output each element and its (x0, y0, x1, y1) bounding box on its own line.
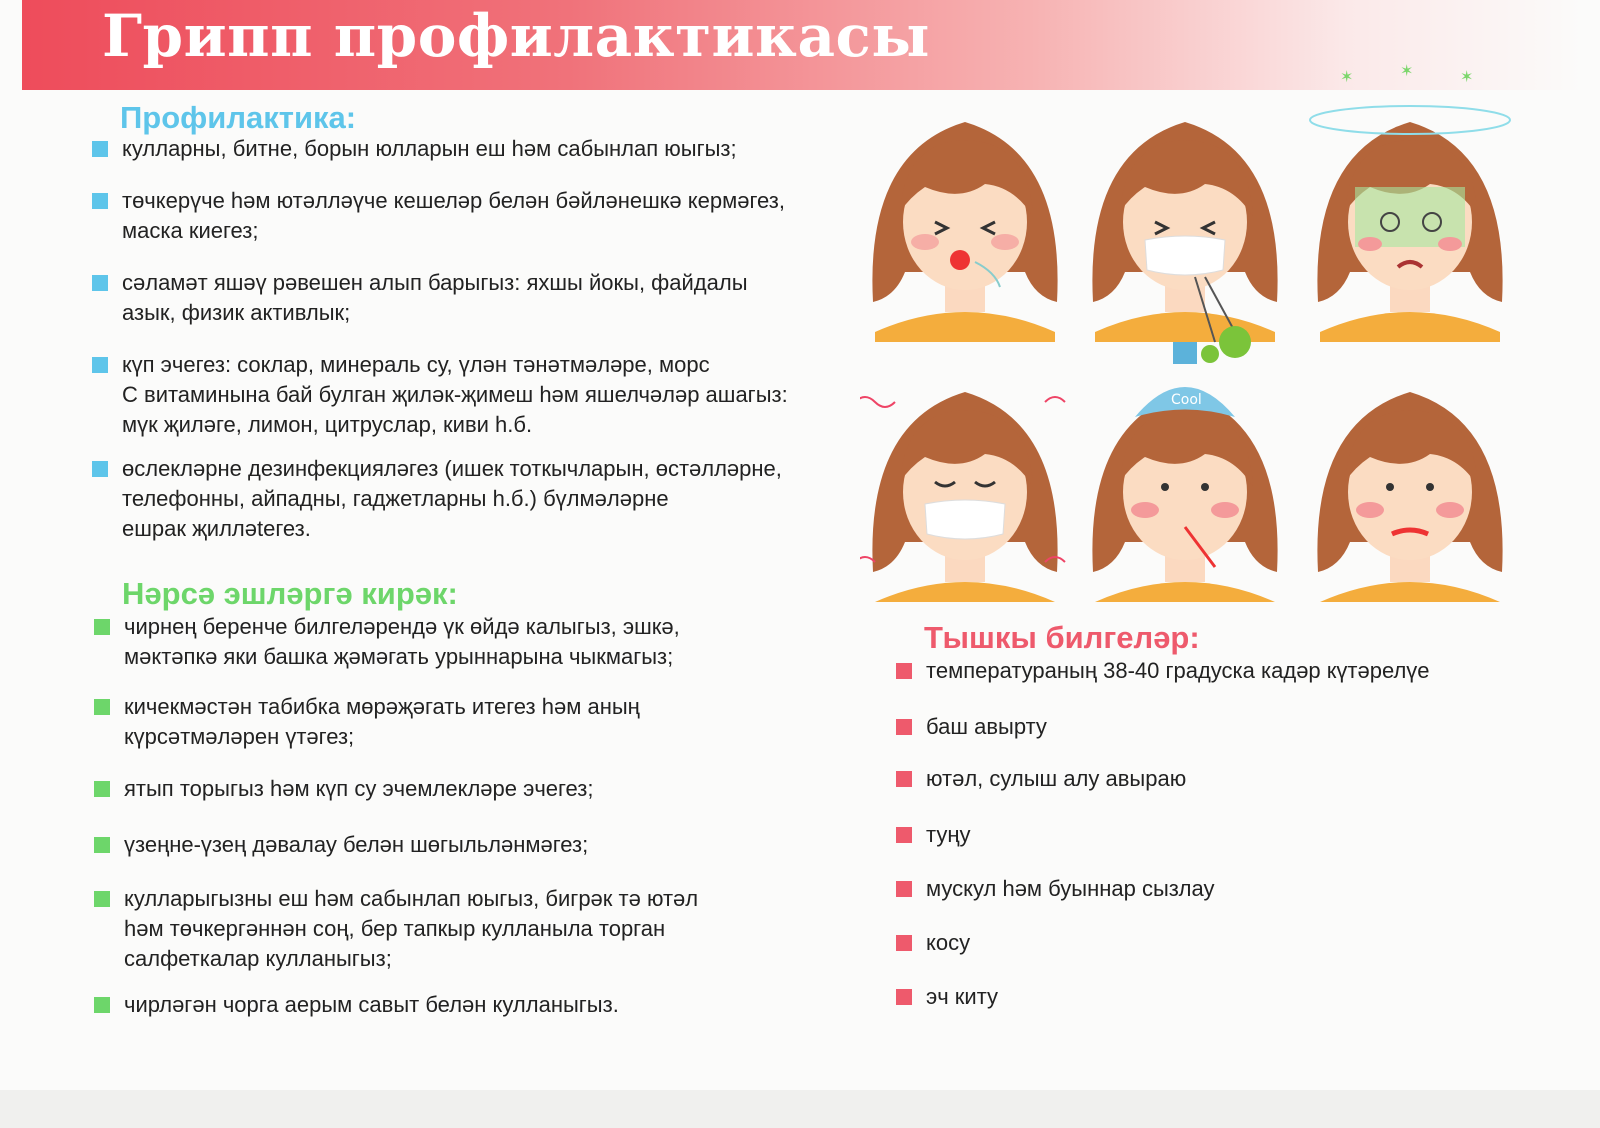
symptoms-title: Тышкы билгеләр: (924, 620, 1200, 655)
bullet-icon (94, 837, 110, 853)
ice-pack-label: Cool (1171, 392, 1202, 408)
list-item: чирләгән чорга аерым савыт белән кулланыгыз. (94, 990, 619, 1020)
bullet-icon (92, 141, 108, 157)
bullet-icon (94, 891, 110, 907)
list-item: күп эчегез: соклар, минераль су, үлән тәнәтмәләре, морс С витаминына бай булган җиләк-җимеш һәм яшелчәләр ашагыз: мүк җиләге, лимон, цитруслар, киви һ.б. (92, 350, 788, 440)
girl-chills (860, 392, 1065, 602)
bullet-icon (896, 663, 912, 679)
list-item: баш авырту (896, 712, 1047, 742)
bullet-icon (94, 781, 110, 797)
list-item: ятып торыгыз һәм күп су эчемлекләре эчегез; (94, 774, 594, 804)
bullet-icon (94, 997, 110, 1013)
bullet-icon (896, 719, 912, 735)
svg-text:✶: ✶ (1460, 67, 1474, 86)
bullet-icon (896, 771, 912, 787)
bullet-icon (92, 193, 108, 209)
page-title: Грипп профилактикасы (102, 2, 930, 70)
list-item: кулларны, битне, борын юлларын еш һәм сабынлап юыгыз; (92, 134, 737, 164)
list-item: косу (896, 928, 970, 958)
girl-dizzy (1310, 62, 1510, 342)
girl-fever (1092, 342, 1277, 602)
bullet-icon (896, 935, 912, 951)
svg-text:✶: ✶ (1340, 67, 1354, 86)
list-item: үзеңне-үзең дәвалау белән шөгыльләнмәгез; (94, 830, 588, 860)
list-item: төчкерүче һәм ютәлләүче кешеләр белән бәйләнешкә кермәгез, маска киегез; (92, 186, 785, 246)
list-item: мускул һәм буыннар сызлау (896, 874, 1214, 904)
bullet-icon (92, 461, 108, 477)
measures-title: Нәрсә эшләргә кирәк: (122, 576, 458, 611)
bullet-icon (92, 357, 108, 373)
list-item: эч киту (896, 982, 998, 1012)
measures-list (94, 612, 814, 1032)
scan-edge (0, 1090, 1600, 1128)
bullet-icon (896, 989, 912, 1005)
girl-rash (1317, 392, 1502, 602)
list-item: сәламәт яшәү рәвешен алып барыгыз: яхшы йокы, файдалы азык, физик активлык; (92, 268, 748, 328)
prevention-title: Профилактика: (120, 100, 357, 135)
list-item: ютәл, сулыш алу авыраю (896, 764, 1186, 794)
list-item: туңу (896, 820, 970, 850)
girl-masked (1092, 122, 1277, 363)
svg-text:✶: ✶ (1400, 62, 1414, 80)
flu-symptoms-illustration (860, 62, 1580, 602)
list-item: кулларыгызны еш һәм сабынлап юыгыз, бигрәк тә ютәл һәм төчкергәннән соң, бер тапкыр кулланыла торган салфеткалар кулланыгыз; (94, 884, 698, 974)
bullet-icon (896, 881, 912, 897)
bullet-icon (94, 699, 110, 715)
symptoms-list (896, 656, 1576, 1016)
bullet-icon (94, 619, 110, 635)
prevention-list (92, 134, 872, 554)
bullet-icon (92, 275, 108, 291)
list-item: кичекмәстән табибка мөрәҗәгать итегез һәм аның күрсәтмәләрен үтәгез; (94, 692, 640, 752)
bullet-icon (896, 827, 912, 843)
girl-sneezing (872, 122, 1057, 342)
list-item: өслекләрне дезинфекцияләгез (ишек тоткычларын, өстәлләрне, телефонны, айпадны, гаджетларны һ.б.) бүлмәләрне ешрак җиллətегез. (92, 454, 782, 544)
list-item: температураның 38-40 градуска кадәр күтәрелүе (896, 656, 1430, 686)
list-item: чирнең беренче билгеләрендә үк өйдә калыгыз, эшкә, мәктәпкә яки башка җәмәгать урыннарына чыкмагыз; (94, 612, 680, 672)
